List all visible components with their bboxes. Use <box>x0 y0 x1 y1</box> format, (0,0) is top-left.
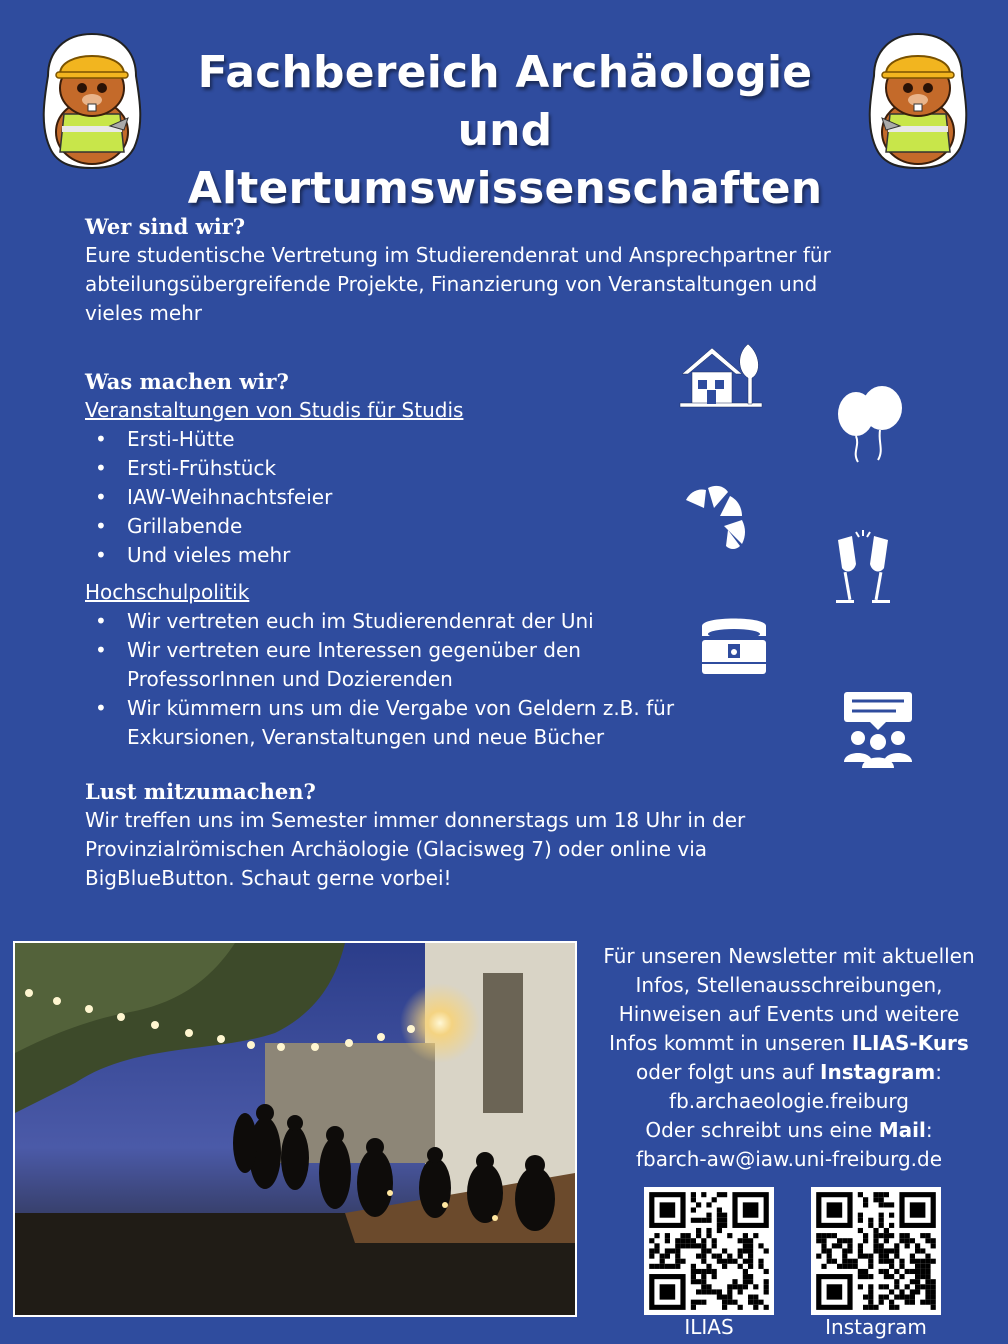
mail-label: Mail <box>878 1118 926 1142</box>
instagram-qr-code[interactable] <box>811 1187 941 1315</box>
list-item: • Wir kümmern uns um die Vergabe von Geldern z.B. für Exkursionen, Veranstaltungen und neue Bücher <box>85 694 685 752</box>
instagram-handle[interactable]: fb.archaeologie.freiburg <box>669 1089 909 1113</box>
newsletter-line-5 <box>585 1058 993 1087</box>
list-item: • Ersti-Frühstück <box>85 454 685 483</box>
list-item: • Und vieles mehr <box>85 541 685 570</box>
who-text: Eure studentische Vertretung im Studierendenrat und Ansprechpartner für abteilungsübergreifende Projekte, Finanzierung von Veranstaltungen und vieles mehr <box>85 243 831 325</box>
newsletter-info <box>585 942 993 1174</box>
join-section <box>85 777 775 893</box>
list-item: • Ersti-Hütte <box>85 425 685 454</box>
list-item: • IAW-Weihnachtsfeier <box>85 483 685 512</box>
champagne-glasses-icon <box>832 530 894 610</box>
ilias-course-label: ILIAS-Kurs <box>851 1031 969 1055</box>
title-line-1: Fachbereich Archäologie und <box>197 47 813 156</box>
newsletter-line-3: Hinweisen auf Events und weitere <box>618 1002 960 1026</box>
who-section <box>85 212 835 328</box>
newsletter-line-2: Infos, Stellenausschreibungen, <box>635 973 943 997</box>
email-link[interactable]: fbarch-aw@iaw.uni-freiburg.de <box>635 1147 943 1171</box>
beaver-mascot-right <box>866 30 970 170</box>
newsletter-line-5-suffix: : <box>935 1060 942 1084</box>
croissant-icon <box>680 482 752 552</box>
instagram-label: Instagram <box>820 1060 936 1084</box>
what-heading: Was machen wir? <box>85 369 289 394</box>
politics-list <box>85 607 685 752</box>
who-heading: Wer sind wir? <box>85 214 246 239</box>
ilias-qr-label: ILIAS <box>684 1315 734 1339</box>
page-title <box>150 44 860 218</box>
balloons-icon <box>834 384 906 464</box>
list-item: • Wir vertreten euch im Studierendenrat der Uni <box>85 607 685 636</box>
join-text: Wir treffen uns im Semester immer donnerstags um 18 Uhr in der Provinzialrömischen Archäologie (Glacisweg 7) oder online via BigBlueButton. Schaut gerne vorbei! <box>85 808 746 890</box>
meeting-icon <box>840 690 916 770</box>
house-tree-icon <box>678 340 764 410</box>
treasure-chest-icon <box>700 612 768 678</box>
join-heading: Lust mitzumachen? <box>85 779 316 804</box>
events-subheading: Veranstaltungen von Studis für Studis <box>85 398 464 422</box>
instagram-qr-label: Instagram <box>825 1315 927 1339</box>
newsletter-line-5-prefix: oder folgt uns auf <box>636 1060 821 1084</box>
newsletter-line-7 <box>585 1116 993 1145</box>
newsletter-line-1: Für unseren Newsletter mit aktuellen <box>603 944 975 968</box>
title-line-2: Altertumswissenschaften <box>187 163 823 214</box>
newsletter-line-4-prefix: Infos kommt in unseren <box>609 1031 852 1055</box>
list-item: • Grillabende <box>85 512 685 541</box>
newsletter-line-7-prefix: Oder schreibt uns eine <box>645 1118 879 1142</box>
event-photo <box>13 941 577 1317</box>
politics-subheading: Hochschulpolitik <box>85 580 250 604</box>
beaver-mascot-left <box>40 30 144 170</box>
newsletter-line-7-suffix: : <box>925 1118 933 1142</box>
ilias-qr-code[interactable] <box>644 1187 774 1315</box>
list-item: • Wir vertreten eure Interessen gegenüber den ProfessorInnen und Dozierenden <box>85 636 685 694</box>
what-section <box>85 367 685 752</box>
newsletter-line-4 <box>585 1029 993 1058</box>
events-list <box>85 425 685 570</box>
